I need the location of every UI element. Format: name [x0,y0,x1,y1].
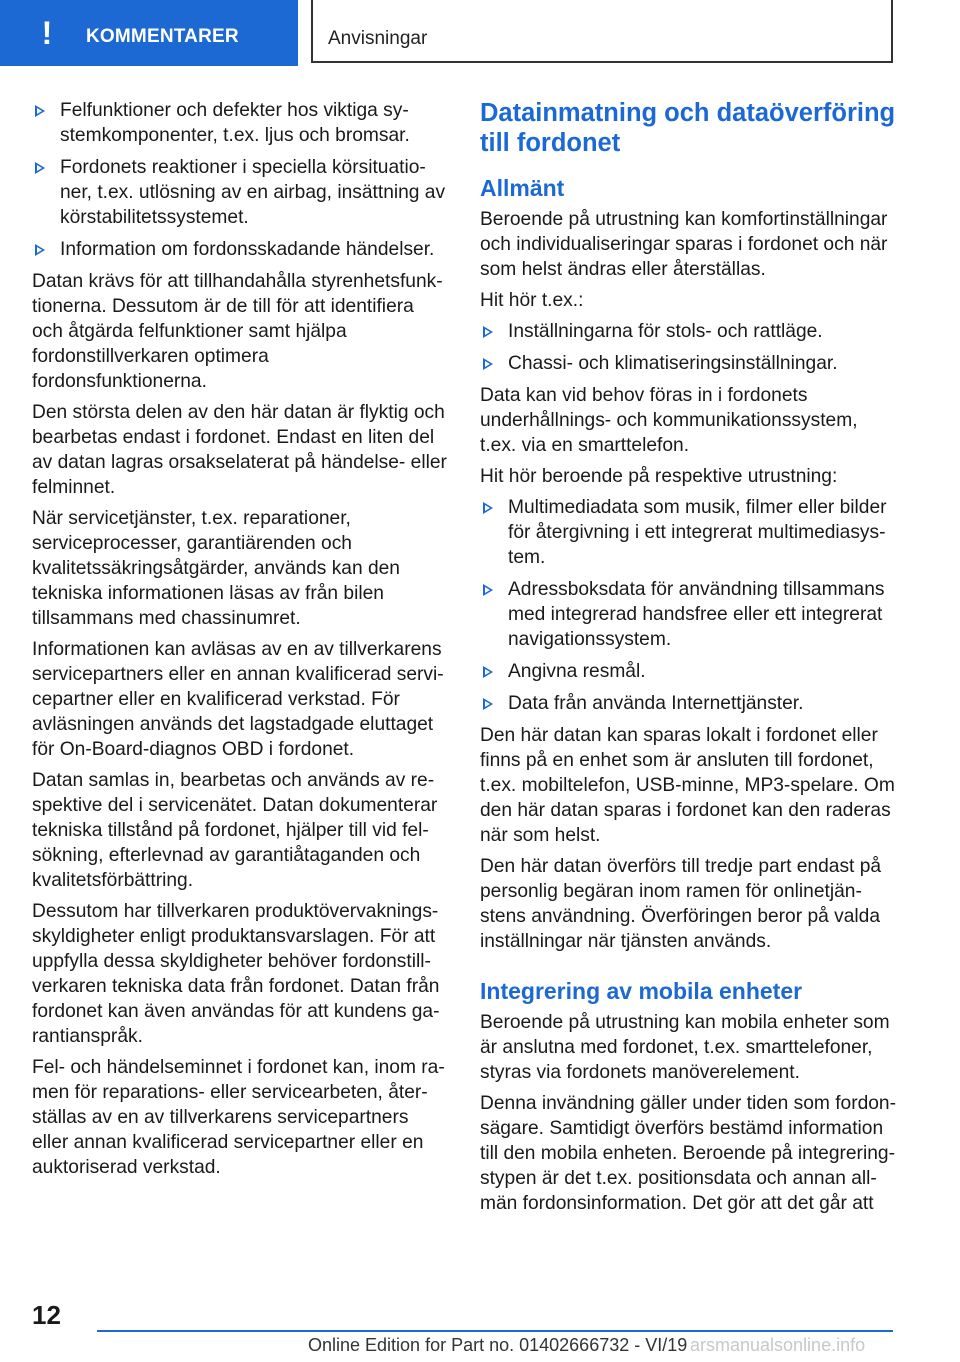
page-number: 12 [32,1300,61,1330]
bullet-list [32,98,448,262]
triangle-bullet-icon [483,326,493,338]
paragraph: Beroende på utrustning kan mobila enheter som är anslutna med fordonet, t.ex. smarttelefoner, styras via fordonets manöverelement. [480,1012,890,1083]
subsection-title: Allmänt [480,175,565,201]
watermark-text: arsmanualsonline.info [690,1335,866,1355]
list-item-text: Information om fordonsskadande händelser. [60,239,435,260]
exclamation-icon: ! [41,15,53,51]
footer-edition-text: Online Edition for Part no. 01402666732 - VI/19 [308,1335,688,1355]
triangle-bullet-icon [483,584,493,596]
section-title: Datainmatning och dataöverföring till fordonet [480,99,896,157]
paragraph: Hit hör beroende på respektive utrustning: [480,466,838,487]
paragraph: Denna invändning gäller under tiden som fordonsägare. Samtidigt överförs bestämd information till den mobila enheten. Beroende på integreringstypen är det t.ex. positionsdata och annan allmän fordonsinformation. Det gör att det går att [480,1093,896,1214]
paragraph: Dessutom har tillverkaren produktövervakningsskyldigheter enligt produktansvarslagen. För att uppfylla dessa skyldigheter behöver fordonstillverkaren tekniska data från fordonet. Datan från fordonet kan även användas för att kundens garantianspråk. [32,901,440,1047]
list-item-text: Fordonets reaktioner i speciella körsituationer, t.ex. utlösning av en airbag, insättning av körstabilitetssystemet. [60,157,446,228]
paragraph: Fel- och händelseminnet i fordonet kan, inom ramen för reparations- eller servicearbeten, återställas av en av tillverkarens servicepartners eller annan kvalificerad servicepartner eller en auktoriserad verkstad. [32,1057,445,1178]
paragraph: Beroende på utrustning kan komfortinställningar och individualiseringar sparas i fordonet och när som helst ändras eller återställas. [480,209,888,280]
paragraph: Den här datan kan sparas lokalt i fordonet eller finns på en enhet som är ansluten till fordonet, t.ex. mobiltelefon, USB-minne, MP3-spelare. Om den här datan sparas i fordonet kan den raderas när som helst. [480,725,895,846]
list-item [480,691,896,716]
list-item-text: Adressboksdata för användning tillsammans med integrerad handsfree eller ett integrerat navigationssystem. [508,579,885,650]
list-item-text: Data från använda Internettjänster. [508,693,804,714]
left-column [32,98,448,1186]
triangle-bullet-icon [35,105,45,117]
triangle-bullet-icon [483,358,493,370]
list-item-text: Inställningarna för stols- och rattläge. [508,321,823,342]
list-item [32,98,448,148]
list-item-text: Angivna resmål. [508,661,646,682]
page-header [0,0,960,66]
list-item-text: Multimediadata som musik, filmer eller bilder för återgivning i ett integrerat multimediasystem. [508,497,887,568]
paragraph: Datan krävs för att tillhandahålla styrenhetsfunktionerna. Dessutom är de till för att identifiera och åtgärda felfunktioner samt hjälpa fordonstillverkaren optimera fordonsfunktionerna. [32,271,443,392]
bullet-list [480,319,896,376]
footer-divider [97,1330,893,1332]
paragraph: Hit hör t.ex.: [480,290,584,311]
section-label: Anvisningar [328,28,428,49]
list-item-text: Chassi- och klimatiseringsinställningar. [508,353,838,374]
right-column [480,98,896,1222]
bullet-list [480,495,896,716]
paragraph: Datan samlas in, bearbetas och används av respektive del i servicenätet. Datan dokumenterar tekniska tillstånd på fordonet, hjälper till vid felsökning, efterlevnad av garantiåtaganden och kvalitetsförbättring. [32,770,438,891]
paragraph: Den största delen av den här datan är flyktig och bearbetas endast i fordonet. Endast en liten del av datan lagras orsakselaterat på händelse- eller felminnet. [32,402,447,498]
list-item [480,495,896,570]
list-item [480,319,896,344]
triangle-bullet-icon [35,244,45,256]
subsection-title: Integrering av mobila enheter [480,978,803,1004]
list-item [32,155,448,230]
triangle-bullet-icon [483,698,493,710]
paragraph: Informationen kan avläsas av en av tillverkarens servicepartners eller en annan kvalificerad servicepartner eller en kvalificerad verkstad. För avläsningen används det lagstadgade eluttaget för On-Board-diagnos OBD i fordonet. [32,639,444,760]
paragraph: Data kan vid behov föras in i fordonets underhållnings- och kommunikationssystem, t.ex. via en smarttelefon. [480,385,858,456]
list-item-text: Felfunktioner och defekter hos viktiga systemkomponenter, t.ex. ljus och bromsar. [60,100,410,146]
triangle-bullet-icon [35,162,45,174]
section-header-box [311,0,893,63]
triangle-bullet-icon [483,666,493,678]
list-item [480,659,896,684]
triangle-bullet-icon [483,502,493,514]
list-item [480,351,896,376]
list-item [480,577,896,652]
chapter-tab-label: KOMMENTARER [86,26,239,47]
paragraph: Den här datan överförs till tredje part endast på personlig begäran inom ramen för onlinetjänstens användning. Överföringen beror på valda inställningar när tjänsten används. [480,856,882,952]
chapter-tab [0,0,298,66]
list-item [32,237,448,262]
paragraph: När servicetjänster, t.ex. reparationer, serviceprocesser, garantiärenden och kvalitetssäkringsåtgärder, används kan den tekniska informationen läsas av från bilen tillsammans med chassinumret. [32,508,400,629]
